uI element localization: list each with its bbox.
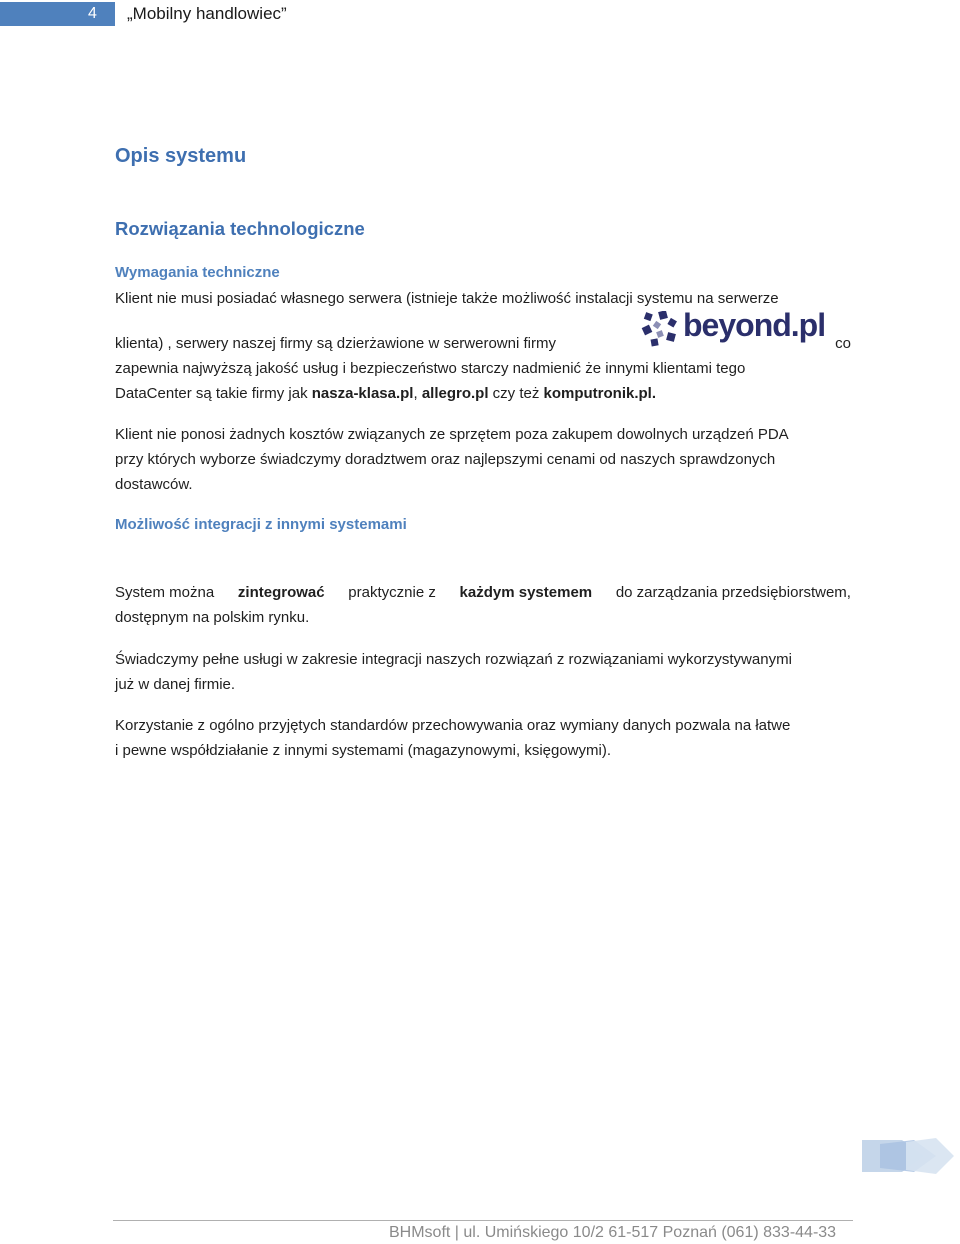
tech-line-3 bbox=[115, 356, 851, 381]
integration-p1-line2: dostępnym na polskim rynku. bbox=[115, 609, 310, 626]
link-allegro: allegro.pl bbox=[421, 385, 489, 402]
subsection-title: Rozwiązania technologiczne bbox=[115, 218, 365, 239]
integration-p1-a: System można bbox=[115, 584, 215, 601]
integration-p3-line2: i pewne współdziałanie z innymi systemami (magazynowymi, księgowymi). bbox=[115, 742, 611, 759]
integration-p3-line1: Korzystanie z ogólno przyjętych standardów przechowywania oraz wymiany danych pozwala na łatwe bbox=[115, 717, 791, 734]
costs-line-2-text: przy których wyborze świadczymy doradztwem oraz najlepszymi cenami od naszych sprawdzonych bbox=[115, 451, 776, 468]
costs-line-3: dostawców. bbox=[115, 476, 193, 493]
integration-p1-e: do zarządzania przedsiębiorstwem, bbox=[615, 584, 851, 601]
integration-p1-bold-1: zintegrować bbox=[237, 584, 325, 601]
costs-paragraph bbox=[115, 422, 851, 497]
costs-line-2 bbox=[115, 447, 851, 472]
integration-heading: Możliwość integracji z innymi systemami bbox=[115, 516, 407, 533]
integration-paragraph-2 bbox=[115, 647, 851, 697]
tech-line-1: Klient nie musi posiadać własnego serwera (istnieje także możliwość instalacji systemu na serwerze bbox=[115, 290, 779, 307]
beyond-logo-icon bbox=[641, 311, 681, 349]
tech-line-4-c: , bbox=[413, 385, 422, 402]
section-title: Opis systemu bbox=[115, 145, 247, 167]
integration-p1-line1 bbox=[115, 580, 851, 605]
integration-p1-c: praktycznie z bbox=[348, 584, 436, 601]
tech-line-4 bbox=[115, 381, 851, 406]
tech-line-4-e: czy też bbox=[488, 385, 544, 402]
link-nasza-klasa: nasza-klasa.pl bbox=[311, 385, 414, 402]
tech-line-3-text: zapewnia najwyższą jakość usług i bezpieczeństwo starczy nadmienić że innymi klientami tego bbox=[115, 360, 746, 377]
header-title: „Mobilny handlowiec” bbox=[127, 4, 287, 23]
tech-line-4-a: DataCenter są takie firmy jak bbox=[115, 385, 312, 402]
tech-line-4-period: . bbox=[651, 385, 657, 402]
link-komputronik: komputronik.pl bbox=[543, 385, 652, 402]
tech-requirements-heading: Wymagania techniczne bbox=[115, 264, 280, 281]
footer-rule bbox=[113, 1220, 853, 1221]
integration-p2-line2: już w danej firmie. bbox=[115, 676, 236, 693]
page-corner-decoration bbox=[862, 1136, 954, 1176]
page-number: 4 bbox=[88, 5, 97, 22]
tech-line-2-end: co bbox=[835, 335, 851, 352]
integration-paragraph-1 bbox=[115, 580, 851, 630]
integration-p1-bold-2: każdym systemem bbox=[459, 584, 593, 601]
beyond-logo-text: beyond.pl bbox=[683, 307, 826, 343]
integration-p2-line1: Świadczymy pełne usługi w zakresie integracji naszych rozwiązań z rozwiązaniami wykorzystywanymi bbox=[115, 651, 792, 668]
costs-line-1 bbox=[115, 422, 851, 447]
footer-text: BHMsoft | ul. Umińskiego 10/2 61-517 Poznań (061) 833-44-33 bbox=[389, 1224, 837, 1241]
integration-paragraph-3 bbox=[115, 713, 851, 763]
beyond-logo bbox=[641, 307, 826, 349]
tech-line-2-start: klienta) , serwery naszej firmy są dzierżawione w serwerowni firmy bbox=[115, 335, 556, 352]
costs-line-1-text: Klient nie ponosi żadnych kosztów związanych ze sprzętem poza zakupem dowolnych urządzeń PDA bbox=[115, 426, 789, 443]
